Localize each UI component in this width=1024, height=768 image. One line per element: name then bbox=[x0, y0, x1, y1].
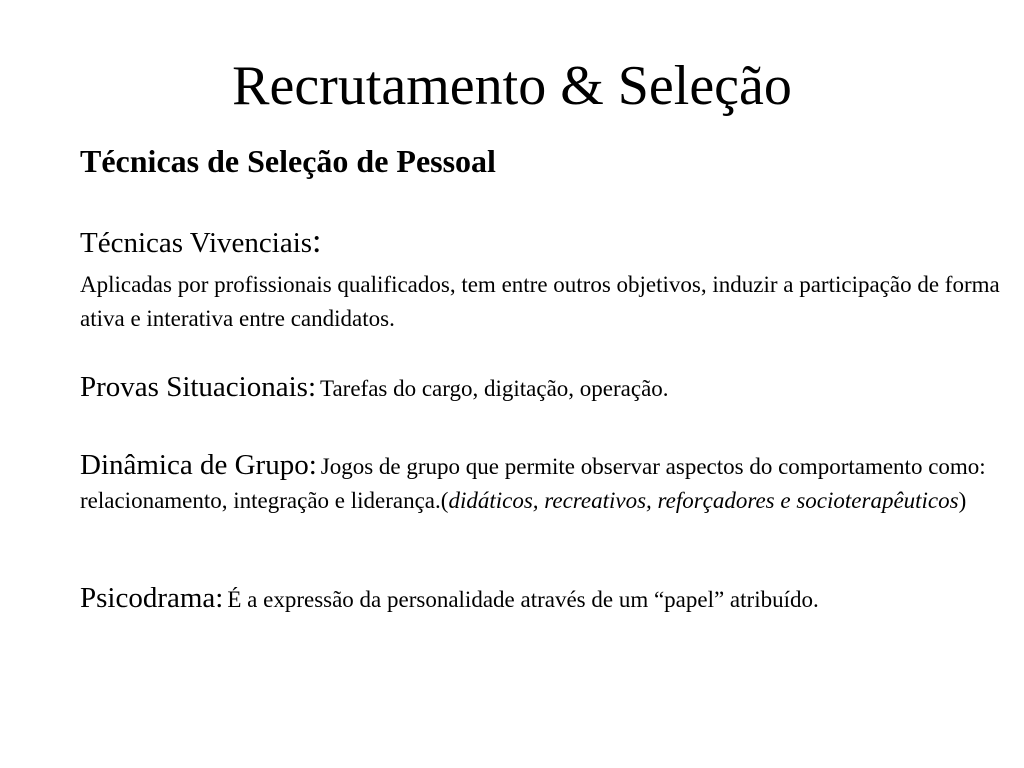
grupo-heading: Dinâmica de Grupo: bbox=[80, 449, 317, 481]
grupo-closing: ) bbox=[958, 488, 967, 513]
vivenciais-heading-line bbox=[80, 222, 1000, 268]
psicodrama-description: É a expressão da personalidade através de um “papel” atribuído. bbox=[227, 587, 819, 612]
vivenciais-heading: Técnicas Vivenciais bbox=[80, 227, 313, 259]
vivenciais-colon: : bbox=[312, 223, 322, 260]
psicodrama-heading: Psicodrama: bbox=[80, 582, 224, 614]
grupo-paragraph bbox=[80, 450, 1000, 519]
vivenciais-description: Aplicadas por profissionais qualificados, tem entre outros objetivos, induzir a participação de forma ativa e interativa entre candidatos. bbox=[80, 272, 1000, 331]
psicodrama-paragraph bbox=[80, 578, 1000, 623]
provas-heading: Provas Situacionais: bbox=[80, 371, 317, 403]
grupo-description: Jogos de grupo que permite observar aspectos do comportamento como: relacionamento, integração e liderança.( bbox=[80, 454, 986, 513]
grupo-examples: didáticos, recreativos, reforçadores e socioterapêuticos bbox=[448, 488, 959, 513]
slide-subtitle: Técnicas de Seleção de Pessoal bbox=[80, 143, 496, 179]
slide-title: Recrutamento & Seleção bbox=[232, 55, 792, 117]
provas-paragraph bbox=[80, 367, 1000, 412]
provas-description: Tarefas do cargo, digitação, operação. bbox=[320, 376, 669, 401]
